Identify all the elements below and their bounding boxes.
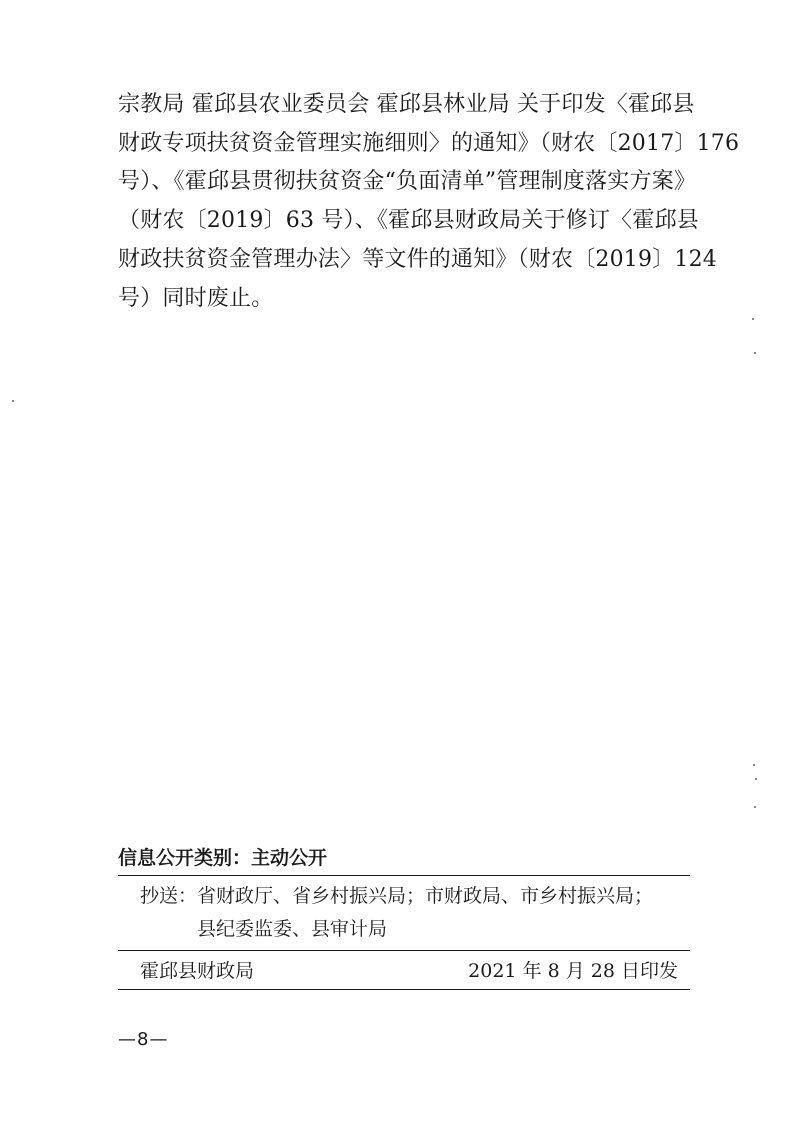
body-line-6: 号）同时废止。 <box>118 285 274 311</box>
body-paragraph <box>118 86 740 318</box>
footer-rule-middle <box>118 950 690 951</box>
cc-recipients-line-2: 县纪委监委、县审计局 <box>197 918 388 940</box>
scan-speck <box>752 318 754 320</box>
body-line-5: 财政扶贫资金管理办法〉等文件的通知》（财农〔2019〕124 <box>118 246 717 272</box>
scan-speck <box>753 764 755 766</box>
footer-rule-bottom <box>118 989 690 990</box>
cc-label: 抄送： <box>140 885 198 907</box>
issue-date: 2021 年 8 月 28 日印发 <box>468 960 678 982</box>
disclosure-category: 信息公开类别：主动公开 <box>118 847 328 869</box>
page-number: —8— <box>118 1029 169 1050</box>
body-line-1: 宗教局 霍邱县农业委员会 霍邱县林业局 关于印发〈霍邱县 <box>118 92 695 117</box>
body-line-4: （财农〔2019〕63 号）、《霍邱县财政局关于修订〈霍邱县 <box>118 208 699 234</box>
cc-block <box>140 880 653 946</box>
scan-speck <box>755 778 757 780</box>
body-line-2: 财政专项扶贫资金管理实施细则〉的通知》（财农〔2017〕176 <box>118 130 740 156</box>
footer-rule-top <box>118 875 690 876</box>
scan-speck <box>754 806 756 808</box>
scan-speck <box>754 352 756 354</box>
issuing-office: 霍邱县财政局 <box>140 960 255 982</box>
scan-speck <box>12 400 14 402</box>
body-line-3: 号）、《霍邱县贯彻扶贫资金“负面清单”管理制度落实方案》 <box>118 169 697 195</box>
cc-recipients-line-1: 省财政厅、省乡村振兴局；市财政局、市乡村振兴局； <box>197 885 654 907</box>
